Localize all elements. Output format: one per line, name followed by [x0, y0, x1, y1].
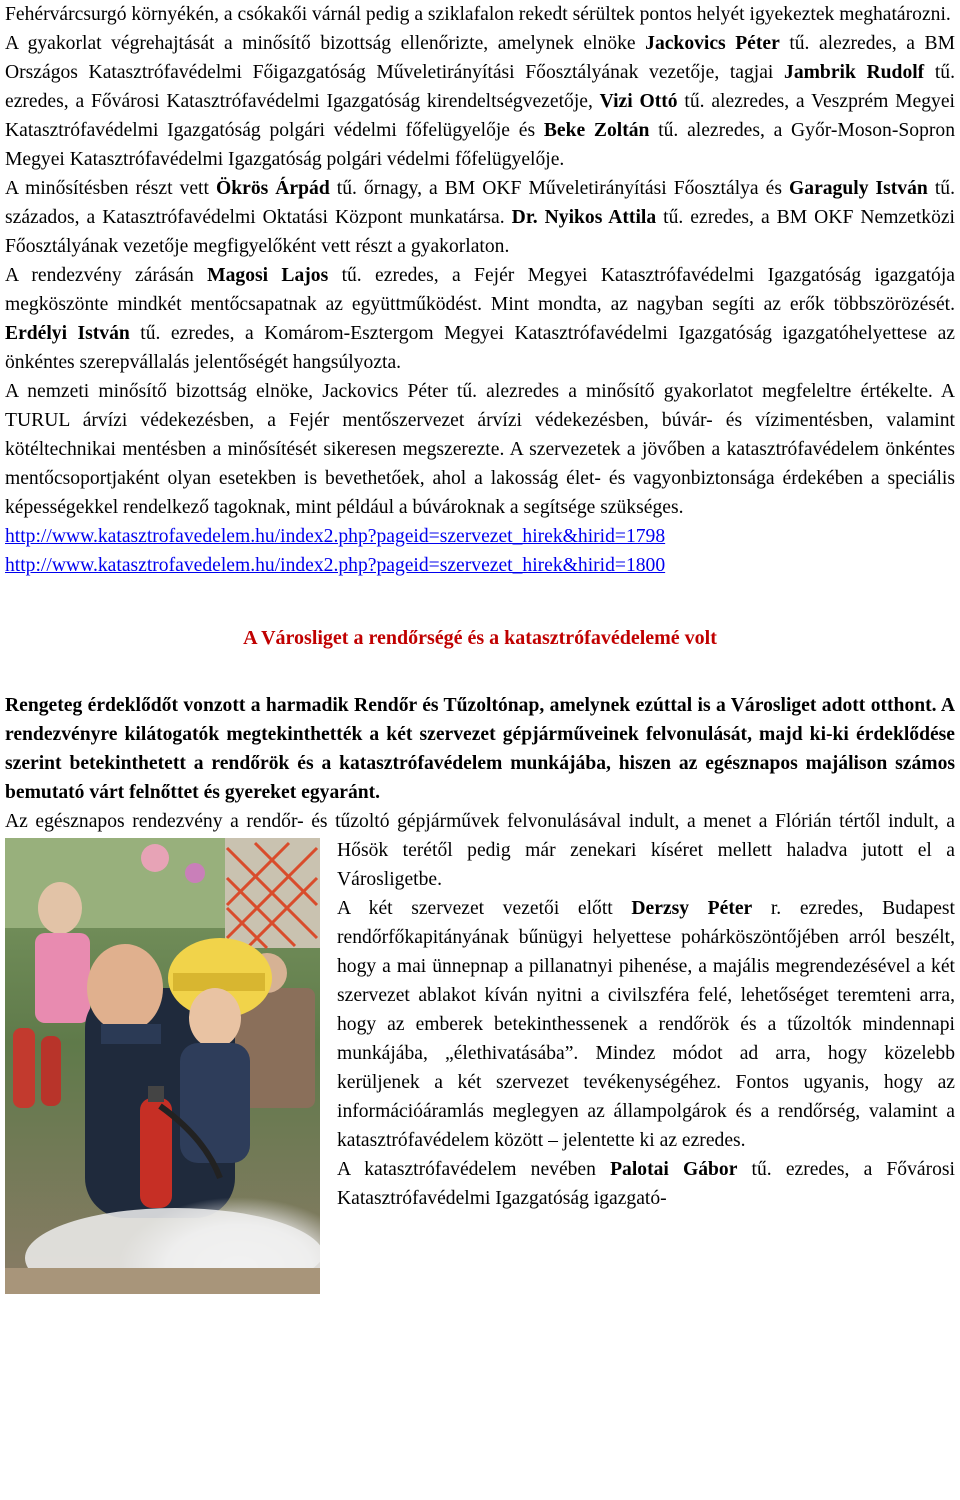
person-name: Beke Zoltán — [543, 120, 650, 141]
person-name: Jackovics Péter — [645, 33, 780, 54]
paragraph-committee: A gyakorlat végrehajtását a minősítő bizottság ellenőrizte, amelynek elnöke Jackovics Péter tű. alezredes, a BM Országos Katasztrófavédelmi Főigazgatóság Műveletirányítási Főosztályának vezetője, tagjai Jambrik Rudolf tű. ezredes, a Fővárosi Katasztrófavédelmi Igazgatóság kirendeltségvezetője, Vizi Ottó tű. alezredes, a Veszprém Megyei Katasztrófavédelmi Igazgatóság polgári védelmi főfelügyelője és Beke Zoltán tű. alezredes, a Győr-Moson-Sopron Megyei Katasztrófavédelmi Igazgatóság polgári védelmi főfelügyelője. — [5, 33, 955, 170]
source-link-1798[interactable]: http://www.katasztrofavedelem.hu/index2.php?pageid=szervezet_hirek&hirid=1798 — [5, 526, 666, 547]
person-name: Dr. Nyikos Attila — [511, 207, 657, 228]
person-name: Erdélyi István — [5, 323, 130, 344]
source-link-1800[interactable]: http://www.katasztrofavedelem.hu/index2.php?pageid=szervezet_hirek&hirid=1800 — [5, 555, 666, 576]
person-name: Ökrös Árpád — [215, 178, 330, 199]
article-paragraph-palotai: A katasztrófavédelem nevében Palotai Gábor tű. ezredes, a Fővárosi Katasztrófavédelmi Igazgatóság igazgató- — [337, 1159, 955, 1209]
article-paragraph-march-continued: Hősök terétől pedig már zenekari kíséret mellett haladva jutott el a Városligetbe. — [337, 840, 955, 890]
paragraph-intro: Fehérvárcsurgó környékén, a csókakői várnál pedig a sziklafalon rekedt sérültek pontos helyét igyekeztek meghatározni. — [5, 4, 951, 25]
article-lead: Rengeteg érdeklődőt vonzott a harmadik Rendőr és Tűzoltónap, amelynek ezúttal is a Városliget adott otthont. A rendezvényre kilátogatók megtekinthették a két szervezet gépjárműveinek felvonulását, majd ki-ki érdeklődése szerint betekinthetett a rendőrök és a katasztrófavédelem munkájába, hiszen az egésznapos majálison számos bemutató várt felnőttet és gyereket egyaránt. — [5, 695, 955, 803]
article-body-with-photo — [5, 836, 955, 1294]
firefighter-child-extinguisher-photo — [5, 838, 320, 1294]
person-name: Garaguly István — [789, 178, 928, 199]
person-name: Derzsy Péter — [631, 898, 753, 919]
source-links — [5, 522, 955, 580]
paragraph-participants: A minősítésben részt vett Ökrös Árpád tű. őrnagy, a BM OKF Műveletirányítási Főosztálya és Garaguly István tű. százados, a Katasztrófavédelmi Oktatási Központ munkatársa. Dr. Nyikos Attila tű. ezredes, a BM OKF Nemzetközi Főosztályának vezetője megfigyelőként vett részt a gyakorlaton. — [5, 178, 956, 257]
article-paragraph-speech: A két szervezet vezetői előtt Derzsy Péter r. ezredes, Budapest rendőrfőkapitányának bűnügyi helyettese pohárköszöntőjében arról beszélt, hogy a mai ünnepnap a pillanatnyi pihenése, a majális megrendezésével a két szervezet ablakot kíván nyitni a civilszféra felé, lehetőséget teremteni arra, hogy az emberek betekinthessenek a rendőrök és a tűzoltók mindennapi munkájába, „élethivatásába”. Mindez módot ad arra, hogy közelebb kerüljenek a két szervezet tevékenységéhez. Fontos ugyanis, hogy az információáramlás meglegyen az állampolgárok és a rendőrség, valamint a katasztrófavédelem között – jelentette ki az ezredes. — [337, 898, 955, 1151]
document-page — [5, 0, 955, 836]
person-name: Palotai Gábor — [610, 1159, 738, 1180]
article-body — [5, 836, 955, 1213]
person-name: Vizi Ottó — [599, 91, 678, 112]
article-paragraph-intro-line: Az egésznapos rendezvény a rendőr- és tűzoltó gépjárművek felvonulásával indult, a menet a Flórián tértől indult, a — [5, 811, 955, 832]
person-name: Jambrik Rudolf — [784, 62, 925, 83]
person-name: Magosi Lajos — [207, 265, 329, 286]
article-title: A Városliget a rendőrségé és a katasztrófavédelemé volt — [243, 627, 717, 649]
paragraph-closing: A rendezvény zárásán Magosi Lajos tű. ezredes, a Fejér Megyei Katasztrófavédelmi Igazgatóság igazgatója megköszönte mindkét mentőcsapatnak az együttműködést. Mint mondta, az nagyban segíti az erők többszörözését. Erdélyi István tű. ezredes, a Komárom-Esztergom Megyei Katasztrófavédelmi Igazgatóság igazgatóhelyettese az önkéntes szerepvállalás jelentőségét hangsúlyozta. — [5, 265, 956, 373]
event-photo — [5, 838, 320, 1294]
paragraph-evaluation: A nemzeti minősítő bizottság elnöke, Jackovics Péter tű. alezredes a minősítő gyakorlatot megfeleltre értékelte. A TURUL árvízi védekezésben, a Fejér mentőszervezet árvízi védekezésben, búvár- és vízimentésben, valamint kötéltechnikai mentésben a minősítését sikeresen megszerezte. A szervezetek a jövőben a katasztrófavédelem önkéntes mentőcsoportjaként olyan esetekben is bevethetőek, ahol a lakosság élet- és vagyonbiztonsága érdekében a speciális képességekkel rendelkező tagoknak, mint például a búvároknak a segítsége szükséges. — [5, 381, 955, 518]
